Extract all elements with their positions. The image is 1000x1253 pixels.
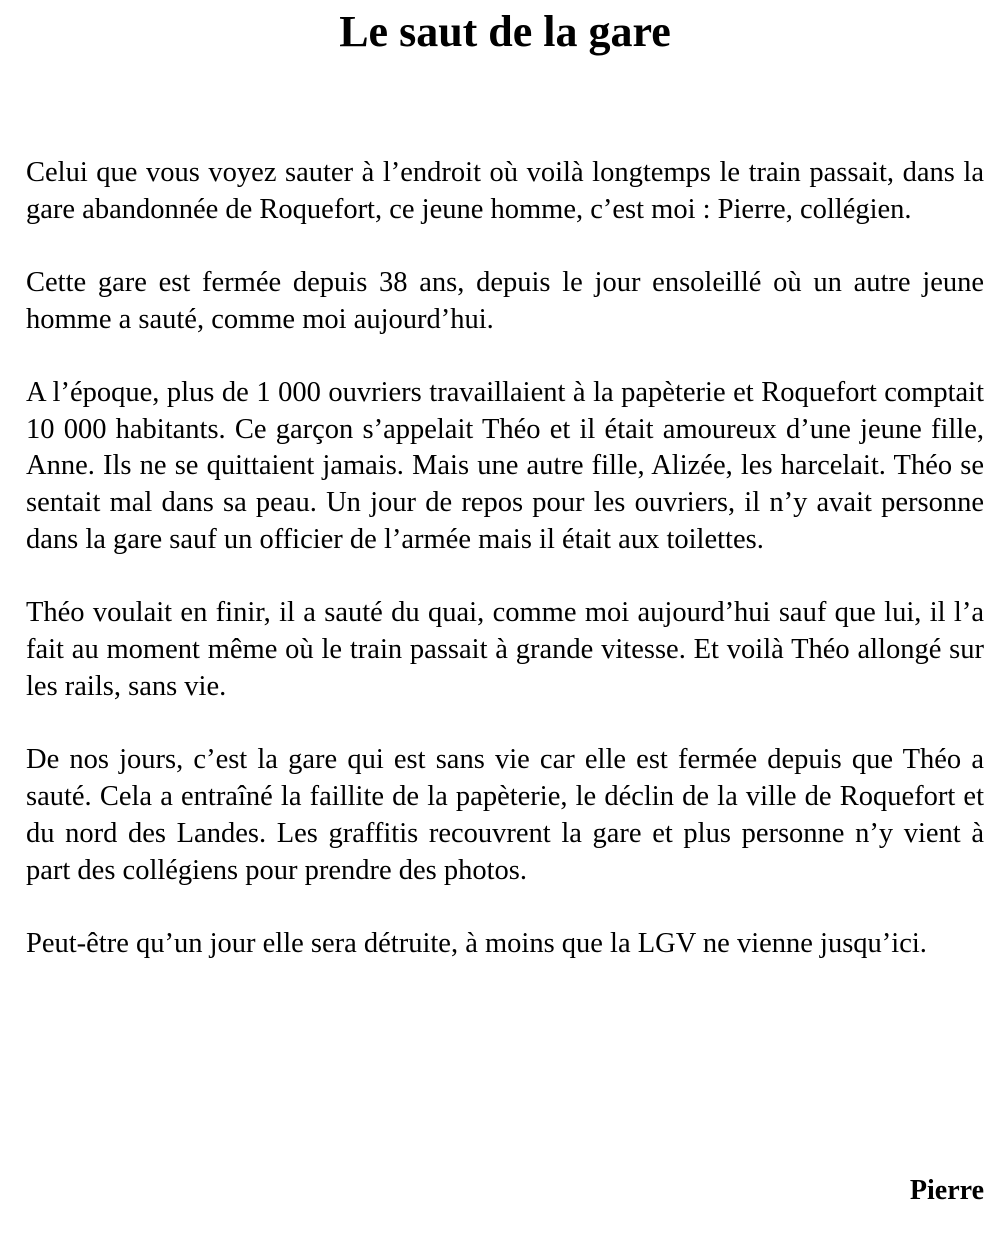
paragraph: Théo voulait en finir, il a sauté du quai, comme moi aujourd’hui sauf que lui, il l’a fait au moment même où le train passait à grande vitesse. Et voilà Théo allongé sur les rails, sans vie.: [26, 597, 984, 702]
author-signature: Pierre: [909, 1175, 984, 1206]
document-page: [26, 0, 984, 1253]
paragraph: A l’époque, plus de 1 000 ouvriers travaillaient à la papèterie et Roquefort comptait 10 000 habitants. Ce garçon s’appelait Théo et il était amoureux d’une jeune fille, Anne. Ils ne se quittaient jamais. Mais une autre fille, Alizée, les harcelait. Théo se sentait mal dans sa peau. Un jour de repos pour les ouvriers, il n’y avait personne dans la gare sauf un officier de l’armée mais il était aux toilettes.: [26, 376, 984, 556]
paragraph: Celui que vous voyez sauter à l’endroit où voilà longtemps le train passait, dans la gare abandonnée de Roquefort, ce jeune homme, c’est moi : Pierre, collégien.: [26, 157, 984, 225]
paragraph: Cette gare est fermée depuis 38 ans, depuis le jour ensoleillé où un autre jeune homme a sauté, comme moi aujourd’hui.: [26, 266, 984, 335]
paragraph: Peut-être qu’un jour elle sera détruite, à moins que la LGV ne vienne jusqu’ici.: [26, 927, 927, 959]
document-body: [26, 155, 984, 998]
paragraph: De nos jours, c’est la gare qui est sans vie car elle est fermée depuis que Théo a sauté. Cela a entraîné la faillite de la papèterie, le déclin de la ville de Roquefort et du nord des Landes. Les graffitis recouvrent la gare et plus personne n’y vient à part des collégiens pour prendre des photos.: [26, 743, 984, 886]
document-title: Le saut de la gare: [339, 7, 671, 56]
